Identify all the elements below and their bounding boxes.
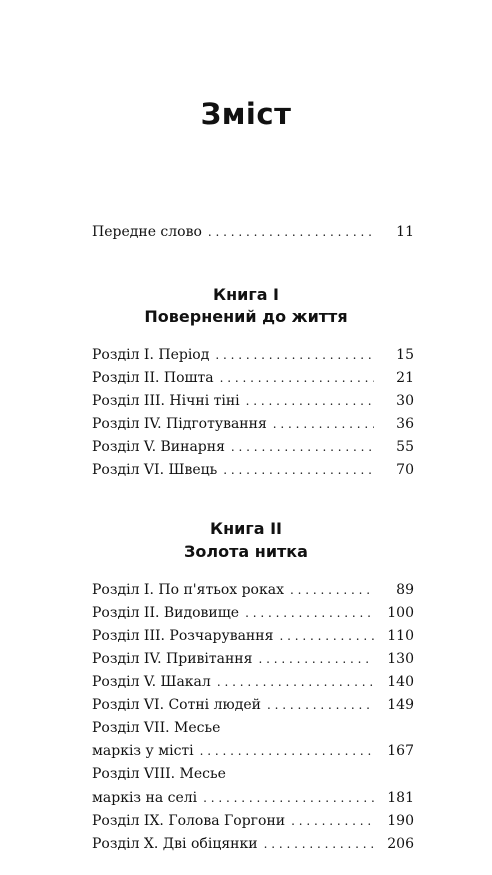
entry-label: Розділ VI. Швець: [92, 462, 218, 478]
entry-page: 70: [396, 462, 414, 478]
entry-label: Розділ X. Дві обіцянки: [92, 836, 258, 852]
dot-leader: [258, 652, 374, 666]
dot-leader: [215, 348, 374, 362]
book1-subtitle: Повернений до життя: [144, 307, 348, 326]
toc-entry: [92, 697, 414, 720]
toc-entry: [92, 416, 414, 439]
toc-entry: [92, 651, 414, 674]
dot-leader: [279, 629, 374, 643]
toc-entry: [92, 582, 414, 605]
entry-page: 140: [387, 674, 414, 690]
dot-leader: [220, 371, 374, 385]
dot-leader: [231, 440, 374, 454]
dot-leader: [217, 675, 374, 689]
entry-page: 190: [387, 813, 414, 829]
toc-entry: [92, 813, 414, 836]
toc-entry: [92, 790, 414, 813]
entry-label: маркіз у місті: [92, 743, 194, 759]
toc-entry: [92, 462, 414, 485]
entry-page: 181: [387, 790, 414, 806]
entry-label: Розділ І. Період: [92, 347, 210, 363]
toc-entry-foreword: [92, 224, 414, 247]
dot-leader: [246, 394, 374, 408]
dot-leader: [223, 463, 374, 477]
toc-entry: [92, 743, 414, 766]
dot-leader: [290, 583, 374, 597]
entry-label: Розділ ІІ. Видовище: [92, 605, 240, 621]
entry-page: 36: [396, 416, 414, 432]
dot-leader: [200, 744, 374, 758]
entry-page: 110: [387, 628, 414, 644]
toc-entry: [92, 370, 414, 393]
entry-label: Розділ ІІІ. Розчарування: [92, 628, 274, 644]
entry-page: 15: [396, 347, 414, 363]
book2-subtitle: Золота нитка: [184, 542, 308, 561]
entry-label: Розділ V. Винарня: [92, 439, 225, 455]
toc-entry: [92, 347, 414, 370]
entry-label: Розділ VI. Сотні людей: [92, 697, 261, 713]
entry-label: Розділ IV. Підготування: [92, 416, 267, 432]
entry-page: 100: [387, 605, 414, 621]
entry-page: 167: [387, 743, 414, 759]
book2-heading: Книга ІІ: [210, 519, 282, 538]
book1-heading: Книга І: [212, 285, 280, 304]
entry-label: Розділ ІІІ. Нічні тіні: [92, 393, 240, 409]
toc-entry: [92, 674, 414, 697]
entry-page: 55: [396, 439, 414, 455]
entry-page: 149: [387, 697, 414, 713]
entry-label: Розділ ІІ. Пошта: [92, 370, 214, 386]
entry-page: 206: [387, 836, 414, 852]
entry-page: 30: [396, 393, 414, 409]
entry-page: 89: [396, 582, 414, 598]
entry-label: Розділ IV. Привітання: [92, 651, 253, 667]
dot-leader: [208, 225, 374, 239]
dot-leader: [203, 791, 374, 805]
entry-label: Розділ IX. Голова Горгони: [92, 813, 286, 829]
entry-label: Розділ І. По п'ятьох роках: [92, 582, 284, 598]
toc-entry: [92, 393, 414, 416]
entry-page: 130: [387, 651, 414, 667]
entry-label: маркіз на селі: [92, 790, 198, 806]
entry-label: Розділ V. Шакал: [92, 674, 211, 690]
entry-label: Передне слово: [92, 224, 202, 240]
dot-leader: [264, 837, 374, 851]
toc-entry: [92, 836, 414, 859]
entry-label-line1: Розділ VIII. Месье: [92, 766, 226, 782]
toc-entry: [92, 628, 414, 651]
dot-leader: [291, 814, 374, 828]
entry-page: 21: [396, 370, 414, 386]
page-title: Зміст: [200, 97, 292, 131]
toc-entry: [92, 439, 414, 462]
toc-entry: [92, 605, 414, 628]
dot-leader: [267, 698, 374, 712]
dot-leader: [273, 417, 374, 431]
dot-leader: [245, 606, 374, 620]
entry-page: 11: [396, 224, 414, 240]
entry-label-line1: Розділ VII. Месье: [92, 720, 221, 736]
